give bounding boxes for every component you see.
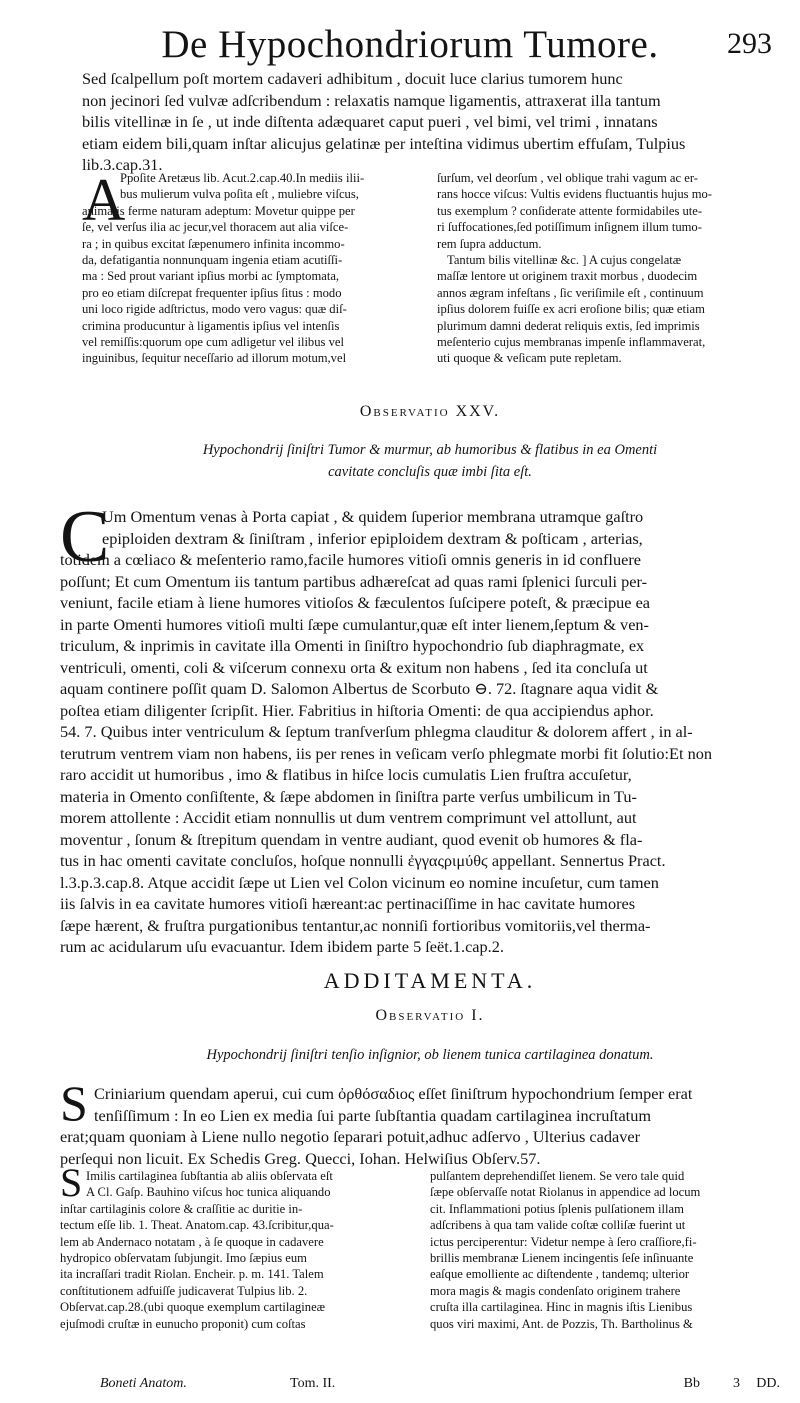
text-line: pulſantem deprehendiſſet lienem. Se vero tale quid <box>430 1169 685 1183</box>
text-line: quos viri maximi, Ant. de Pozzis, Th. Bartholinus & <box>430 1316 693 1331</box>
running-title: De Hypochondriorum Tumore. <box>161 23 659 66</box>
intro-paragraph <box>82 68 782 176</box>
text-line: erat;quam quoniam à Liene nullo negotio ſeparari potuit,adhuc adſervo , Ulterius cadaver <box>60 1127 641 1146</box>
bottom-left-column <box>60 1168 416 1332</box>
text-line: maſſæ lentore ut originem traxit morbus , duodecim <box>437 269 698 284</box>
text-line: lib.3.cap.31. <box>82 155 163 174</box>
text-line: tus exemplum ? conſiderate attente formidabiles ute- <box>437 203 703 218</box>
text-line: inſtar cartilaginis colore & craſſitie ac duritie in- <box>60 1201 303 1216</box>
text-line: terutrum ventrem viam non habens, iis per renes in veſicam verſo phlegmate morbi fit ſolutio:Et non <box>60 743 712 763</box>
text-line: iis ſalvis in ea cavitate humores vitioſi hæreant:ac pertinaciſſime in hac cavitate humores <box>60 894 636 913</box>
bottom-right-column <box>430 1168 782 1332</box>
observation-body <box>60 506 782 958</box>
text-line: cruſta illa cartilaginea. Hinc in magnis iſtis Lienibus <box>430 1300 693 1315</box>
additamenta-body <box>60 1083 782 1169</box>
signature-mark: Bb <box>683 1376 700 1391</box>
text-line: ſe, vel verſus ilia ac jecur,vel thoracem aut alia viſce- <box>82 220 349 235</box>
signature-number: 3 <box>733 1376 740 1391</box>
text-line: vel remiſſis:quorum ope cum adligetur vel ilibus vel <box>82 335 344 350</box>
text-line: tectum eſſe lib. 1. Theat. Anatom.cap. 43.ſcribitur,qua- <box>60 1218 334 1233</box>
text-line: Imilis cartilaginea ſubſtantia ab aliis obſervata eſt <box>86 1169 333 1183</box>
text-line: ri ſuffocationes,ſed potiſſimum inſignem illum tumo- <box>437 220 702 235</box>
text-line: plurimum damni dederat reliquis extis, ſed imprimis <box>437 318 700 333</box>
text-line: pro eo etiam diſcrepat frequenter ipſius ſitus : modo <box>82 285 342 300</box>
text-line: Tantum bilis vitellinæ &c. ] A cujus congelatæ <box>447 253 682 268</box>
text-line: Obſervat.cap.28.(ubi quoque exemplum cartilagineæ <box>60 1300 326 1315</box>
text-line: ma : Sed prout variant ipſius morbi ac ſymptomata, <box>82 269 340 284</box>
right-column <box>437 170 782 367</box>
text-line: bus mulierum vulva poſita eſt , muliebre viſcus, <box>120 187 359 202</box>
text-line: Ppoſite Aretæus lib. Acut.2.cap.40.In mediis ilii- <box>120 171 365 185</box>
text-line: ſæpe obſervaſſe notat Riolanus in appendice ad locum <box>430 1185 701 1200</box>
text-line: raro accidit ut humoribus , imo & flatibus in hiſce locis cumulatis Lien fruſtra accuſetur, <box>60 765 632 784</box>
text-line: bilis vitellinæ in ſe , ut inde diſtenta adæquaret caput pueri , vel bimi, vel trimi , innatans <box>82 112 658 131</box>
text-line: ipſius dolorem fuiſſe ex acri eroſione bilis; quæ etiam <box>437 302 705 317</box>
text-line: aquam continere poſſit quam D. Salomon Albertus de Scorbuto ⊖. 72. ſtagnare aqua vidit & <box>60 679 659 698</box>
drop-cap: A <box>82 167 126 233</box>
catchword: DD. <box>756 1376 780 1391</box>
text-line: Um Omentum venas à Porta capiat , & quidem ſuperior membrana utramque gaſtro <box>102 507 644 526</box>
text-line: conſtitutionem adfuiſſe judicaverat Tulpius lib. 2. <box>60 1283 308 1298</box>
footer-volume: Tom. II. <box>290 1376 336 1391</box>
text-line: ejuſmodi cruſtæ in eunucho proponit) cum coſtas <box>60 1316 306 1331</box>
text-line: rans hocce viſcus: Vultis evidens fluctuantis hujus mo- <box>437 187 712 202</box>
text-line: ictus perciperentur: Videtur nempe à ſero craſſiore,fi- <box>430 1234 697 1249</box>
text-line: uti quoque & veſicam pute repletam. <box>437 351 622 366</box>
text-line: cit. Inflammationi potius ſplenis pulſationem illam <box>430 1201 684 1216</box>
footer-author: Boneti Anatom. <box>100 1376 187 1391</box>
text-line: poſſunt; Et cum Omentum iis tantum partibus adhæreſcat ad quas rami ſplenici ſurculi per- <box>60 571 648 591</box>
text-line: meſenterio cujus membranas impenſe inflammaverat, <box>437 335 706 350</box>
text-line: perſequi non licuit. Ex Schedis Greg. Quecci, Iohan. Helwiſius Obſerv.57. <box>60 1148 541 1168</box>
text-line: lem ab Andernaco notatam , à ſe quoque in cadavere <box>60 1234 324 1249</box>
observation-subtitle: Hypochondrij ſiniſtri tenſio inſignior, ob lienem tunica cartilaginea donatum. <box>206 1047 654 1063</box>
text-line: ſæpe hærent, & fruſtra purgationibus tentantur,ac nonniſi fortioribus vomitoriis,vel therma- <box>60 915 651 935</box>
text-line: tus in hac omenti cavitate concluſos, hoſque nonnulli ἐγγαςριμύθϛ appellant. Sennertus Pract. <box>60 851 666 870</box>
page-number: 293 <box>727 27 772 60</box>
text-line: 54. 7. Quibus inter ventriculum & ſeptum tranſverſum phlegma clauditur & dolorem affert , in al- <box>60 722 693 741</box>
page-header <box>40 22 780 68</box>
text-line: etiam eidem bili,quam inſtar alicujus gelatinæ per inteſtina vidimus ubertim effuſam, Tulpius <box>82 133 686 153</box>
text-line: animalis ferme naturam adeptum: Movetur quippe per <box>82 203 355 218</box>
text-line: rem ſupra adductum. <box>437 236 542 251</box>
text-line: non jecinori ſed vulvæ adſcribendum : relaxatis namque ligamentis, attraxerat illa tantum <box>82 90 661 110</box>
text-line: triculum, & inprimis in cavitate illa Omenti in ſiniſtro hypochondrio ſub diaphragmate, ex <box>60 636 645 655</box>
observation-subtitle: Hypochondrij ſiniſtri Tumor & murmur, ab humoribus & flatibus in ea Omenti <box>202 442 658 458</box>
left-column <box>82 167 422 367</box>
drop-cap: C <box>60 496 110 578</box>
text-line: inguinibus, ſequitur neceſſario ad illorum motum,vel <box>82 351 347 366</box>
text-line: morem attollente : Accidit etiam nonnullis ut dum ventrem comprimunt vel attollunt, aut <box>60 808 637 827</box>
text-line: uni loco rigide adſtrictus, modo vero vagus: quæ diſ- <box>82 302 347 317</box>
page-footer <box>100 1376 780 1398</box>
text-line: poſtea etiam diligenter ſcripſit. Hier. Fabritius in hiſtoria Omenti: de qua accipiendus aphor. <box>60 700 654 720</box>
text-line: crimina producuntur à ligamentis ipſius vel intenſis <box>82 318 340 333</box>
text-line: Sed ſcalpellum poſt mortem cadaveri adhibitum , docuit luce clarius tumorem hunc <box>82 69 623 88</box>
text-line: ra ; in quibus excitat ſæpenumero infinita incommo- <box>82 236 345 251</box>
text-line: in parte Omenti humores vitioſi multi ſæpe cumulantur,quæ eſt inter lienem,ſeptum & ven- <box>60 614 649 634</box>
observation-heading: Observatio XXV. <box>359 403 501 420</box>
text-line: l.3.p.3.cap.8. Atque accidit ſæpe ut Lien vel Colon vicinum eo nomine incuſetur, cum tamen <box>60 872 659 892</box>
text-line: totidem a cœliaco & meſenterio ramo,facile humores vitioſi omnis generis in id confluere <box>60 550 641 569</box>
text-line: ventriculi, omenti, coli & viſcerum connexu orta & exitum non habens , ſed ita concluſa ut <box>60 657 648 677</box>
text-line: epiploiden dextram & ſiniſtram , inferior epiploidem dextram & poſticam , arterias, <box>102 528 643 548</box>
section-heading: ADDITAMENTA. <box>323 968 537 993</box>
text-line: ſurſum, vel deorſum , vel oblique trahi vagum ac er- <box>437 171 698 185</box>
text-line: materia in Omento conſiſtente, & ſæpe abdomen in ſiniſtra parte verſus umbilicum in Tu- <box>60 786 637 806</box>
text-line: Criniarium quendam aperui, cui cum ὀρθόσαδιος eſſet ſiniſtrum hypochondrium ſemper erat <box>94 1084 693 1103</box>
text-line: brillis membranæ Lienem incingentis ſeſe inſinuante <box>430 1251 694 1266</box>
text-line: annos ægram infeſtans , ſic veriſimile eſt , continuum <box>437 285 704 300</box>
text-line: tenſiſſimum : In eo Lien ex media ſui parte ſubſtantia quadam cartilaginea incruſtatum <box>94 1105 651 1125</box>
drop-cap: S <box>60 1160 83 1205</box>
text-line: ita incraſſari tradit Riolan. Encheir. p. m. 141. Talem <box>60 1267 324 1282</box>
text-line: mora magis & magis condenſato originem trahere <box>430 1283 681 1298</box>
text-line: da, defatigantia nonnunquam ingenia etiam acutiſſi- <box>82 253 343 268</box>
drop-cap: S <box>60 1075 88 1131</box>
observation-subtitle: cavitate concluſis quæ imbi ſita eſt. <box>328 464 532 480</box>
text-line: moventur , ſonum & ſtrepitum quendam in ventre audiant, quod evenit ob humores & fla- <box>60 829 643 849</box>
text-line: veniunt, facile etiam à liene humores vitioſos & fæculentos ſuſcipere poteſt, & præcipue ea <box>60 593 651 612</box>
text-line: A Cl. Gaſp. Bauhino viſcus hoc tunica aliquando <box>86 1185 331 1200</box>
text-line: rum ac acidularum uſu evacuantur. Idem ibidem parte 5 ſeët.1.cap.2. <box>60 937 504 956</box>
text-line: hydropico obſervatam ſubjungit. Imo ſæpius eum <box>60 1251 307 1266</box>
text-line: adſcribens à qua tam valide coſtæ colliſæ fuerint ut <box>430 1218 686 1233</box>
text-line: eaſque emolliente ac diſtendente , tandemq; ulterior <box>430 1267 690 1282</box>
observation-heading: Observatio I. <box>375 1007 485 1024</box>
